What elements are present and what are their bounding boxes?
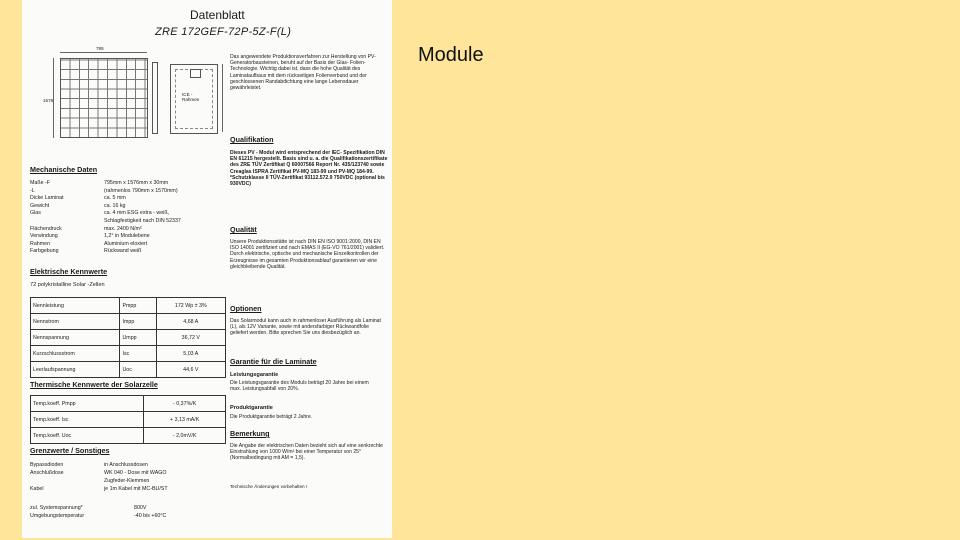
prod-guarantee-text: Die Produktgarantie beträgt 2 Jahre. bbox=[230, 414, 313, 420]
table-cell-sym: Pmpp bbox=[120, 298, 156, 314]
table-row bbox=[31, 396, 226, 412]
spec-value: Schlagfestigkeit nach DIN 52337 bbox=[104, 218, 181, 224]
table-cell-v: 44,6 V bbox=[156, 362, 225, 378]
module-side-drawing bbox=[152, 62, 158, 134]
table-cell-v: 4,68 A bbox=[156, 314, 225, 330]
spec-label: Glas bbox=[30, 210, 41, 217]
table-cell-k: Temp.koeff. Pmpp bbox=[31, 396, 144, 412]
junction-box-drawing bbox=[190, 69, 201, 78]
table-cell-v: + 3,13 mA/K bbox=[144, 412, 226, 428]
table-row bbox=[31, 362, 226, 378]
spec-value: ca. 5 mm bbox=[104, 195, 126, 202]
spec-label: Kabel bbox=[30, 486, 44, 492]
table-cell-k: Temp.koeff. Uoc bbox=[31, 428, 144, 444]
table-cell-k: Temp.koeff. Isc bbox=[31, 412, 144, 428]
spec-label: Umgebungstemperatur bbox=[30, 513, 85, 519]
table-cell-k: Kurzschlussstrom bbox=[31, 346, 120, 362]
mech-heading: Mechanische Daten bbox=[30, 165, 98, 174]
dimension-height: 1576 bbox=[43, 98, 54, 103]
table-cell-v: 172 Wp ± 3% bbox=[156, 298, 225, 314]
qualification-heading: Qualifikation bbox=[230, 135, 274, 144]
footer-note: Technische Änderungen vorbehalten ! bbox=[230, 484, 308, 489]
remark-heading: Bemerkung bbox=[230, 429, 270, 438]
spec-label: Bypassdioden bbox=[30, 462, 64, 468]
limits-heading: Grenzwerte / Sonstiges bbox=[30, 446, 110, 455]
spec-value: Zugfeder-Klemmen bbox=[104, 478, 150, 484]
thermal-heading: Thermische Kennwerte der Solarzelle bbox=[30, 380, 158, 389]
table-cell-v: - 2,0mV/K bbox=[144, 428, 226, 444]
slide-title: Module bbox=[418, 44, 484, 66]
table-cell-sym: Impp bbox=[120, 314, 156, 330]
table-row bbox=[31, 346, 226, 362]
spec-label: Verwindung bbox=[30, 233, 58, 240]
table-cell-k: Nennspannung bbox=[31, 330, 120, 346]
spec-value: Aluminium eloxiert bbox=[104, 240, 148, 247]
spec-label: zul. Systemspannung* bbox=[30, 505, 83, 511]
dimension-line-width bbox=[60, 52, 147, 53]
spec-value: in Anschlussdosen bbox=[104, 462, 148, 468]
spec-value: WK 040 - Dose mit WAGO bbox=[104, 470, 167, 476]
spec-label: Maße -F bbox=[30, 180, 51, 186]
dimension-line-side bbox=[222, 64, 223, 132]
table-cell-k: Nennstrom bbox=[31, 314, 120, 330]
spec-label: Anschlußdose bbox=[30, 470, 64, 476]
spec-value: max. 2400 N/m² bbox=[104, 225, 142, 232]
spec-value: ca. 16 kg bbox=[104, 202, 126, 209]
spec-value: je 1m Kabel mit MC-BU/ST bbox=[104, 486, 168, 492]
table-row bbox=[31, 412, 226, 428]
table-cell-v: 36,72 V bbox=[156, 330, 225, 346]
table-cell-sym: Umpp bbox=[120, 330, 156, 346]
module-front-drawing bbox=[60, 58, 148, 138]
table-cell-k: Nennleistung bbox=[31, 298, 120, 314]
spec-value: 800V bbox=[134, 505, 147, 511]
datasheet-title: Datenblatt bbox=[190, 8, 245, 22]
frame-label: ICE - Rahmen bbox=[182, 92, 200, 103]
spec-label: Rahmen bbox=[30, 240, 51, 247]
perf-guarantee-heading: Leistungsgarantie bbox=[230, 372, 279, 378]
spec-label: Flächendruck bbox=[30, 225, 62, 232]
model-number: ZRE 172GEF-72P-5Z-F(L) bbox=[155, 26, 292, 38]
prod-guarantee-heading: Produktgarantie bbox=[230, 405, 273, 411]
table-cell-k: Leerlaufspannung bbox=[31, 362, 120, 378]
spec-value: 795mm x 1576mm x 30mm bbox=[104, 180, 169, 186]
table-row bbox=[31, 314, 226, 330]
elec-note: 72 polykristalline Solar -Zellen bbox=[30, 282, 105, 288]
quality-heading: Qualität bbox=[230, 225, 257, 234]
spec-value: ca. 4 mm ESG extra - weiß, bbox=[104, 210, 170, 217]
thermal-table bbox=[30, 395, 226, 444]
spec-label: Dicke Laminat bbox=[30, 195, 64, 202]
spec-label: Gewicht bbox=[30, 202, 50, 209]
remark-text: Die Angabe der elektrischen Daten bezieht sich auf eine senkrechte Einstrahlung von 1000 W/m² bei einer Temperatur von 25° (Normalbedingung mit AM = 1,5). bbox=[230, 443, 383, 462]
spec-value: -40 bis +60°C bbox=[134, 513, 167, 519]
datasheet-scan bbox=[22, 0, 392, 538]
guarantee-heading: Garantie für die Laminate bbox=[230, 357, 317, 366]
spec-value: (rahmenlos 790mm x 1570mm) bbox=[104, 187, 178, 194]
spec-label: -L bbox=[30, 187, 35, 194]
qualification-text: Dieses PV - Modul wird entsprechend der IEC- Spezifikation DIN EN 61215 hergestellt. Basis sind u. a. die Qualifikationszertifikate des ZRE TÜV Zertifikat Q 60007566 Report Nr. 435/123740 sowie Creaglas ISPRA Zertifikat PV-MQ 183-99 und PV-MQ 184-99. *Schutzklasse II TÜV-Zertifikat 93112.572.9 750VDC (optional bis 930VDC) bbox=[230, 150, 388, 188]
dimension-width: 795 bbox=[96, 46, 104, 51]
perf-guarantee-text: Die Leistungsgarantie des Moduls beträgt 20 Jahre bei einem max. Leistungsabfall von 20%. bbox=[230, 380, 369, 393]
options-text: Das Solarmodul kann auch in rahmenloser Ausführung als Laminat (L), als 12V Variante, sowie mit andersfarbiger Rückwandfolie geliefert werden. Bitte sprechen Sie uns diesbezüglich an. bbox=[230, 318, 381, 337]
table-cell-sym: Isc bbox=[120, 346, 156, 362]
table-row bbox=[31, 330, 226, 346]
table-row bbox=[31, 428, 226, 444]
table-cell-v: 5,03 A bbox=[156, 346, 225, 362]
spec-label: Farbgebung bbox=[30, 248, 59, 255]
intro-text: Das angewendete Produktionsverfahren zur Herstellung von PV- Generatorbausteinen, beruht auf der Basis der Glas- Folien- Technologie. Wichtig dabei ist, dass die hohe Qualität des Laminataufbaus mit dem rückseitigen Folienverbund und der geschlossenen Randabdichtung eine lange Lebensdauer gewährleistet. bbox=[230, 54, 376, 92]
table-cell-v: - 0,37%/K bbox=[144, 396, 226, 412]
spec-value: 1,2° in Modulebene bbox=[104, 233, 150, 240]
spec-value: Rückwand weiß bbox=[104, 248, 142, 255]
quality-text: Unsere Produktionsstätte ist nach DIN EN ISO 9001:2000, DIN EN ISO 14001 zertifiziert und nach EMAS II (EG-VO 761/2001) validiert. Durch elektrische, optische und mechanische Einzelkontrollen der Erzeugnisse im gesamten Produktionsablauf garantieren wir eine gleichbleibende Qualität. bbox=[230, 239, 385, 270]
table-cell-sym: Uoc bbox=[120, 362, 156, 378]
elec-heading: Elektrische Kennwerte bbox=[30, 267, 108, 276]
elec-table bbox=[30, 297, 226, 378]
table-row bbox=[31, 298, 226, 314]
options-heading: Optionen bbox=[230, 304, 262, 313]
